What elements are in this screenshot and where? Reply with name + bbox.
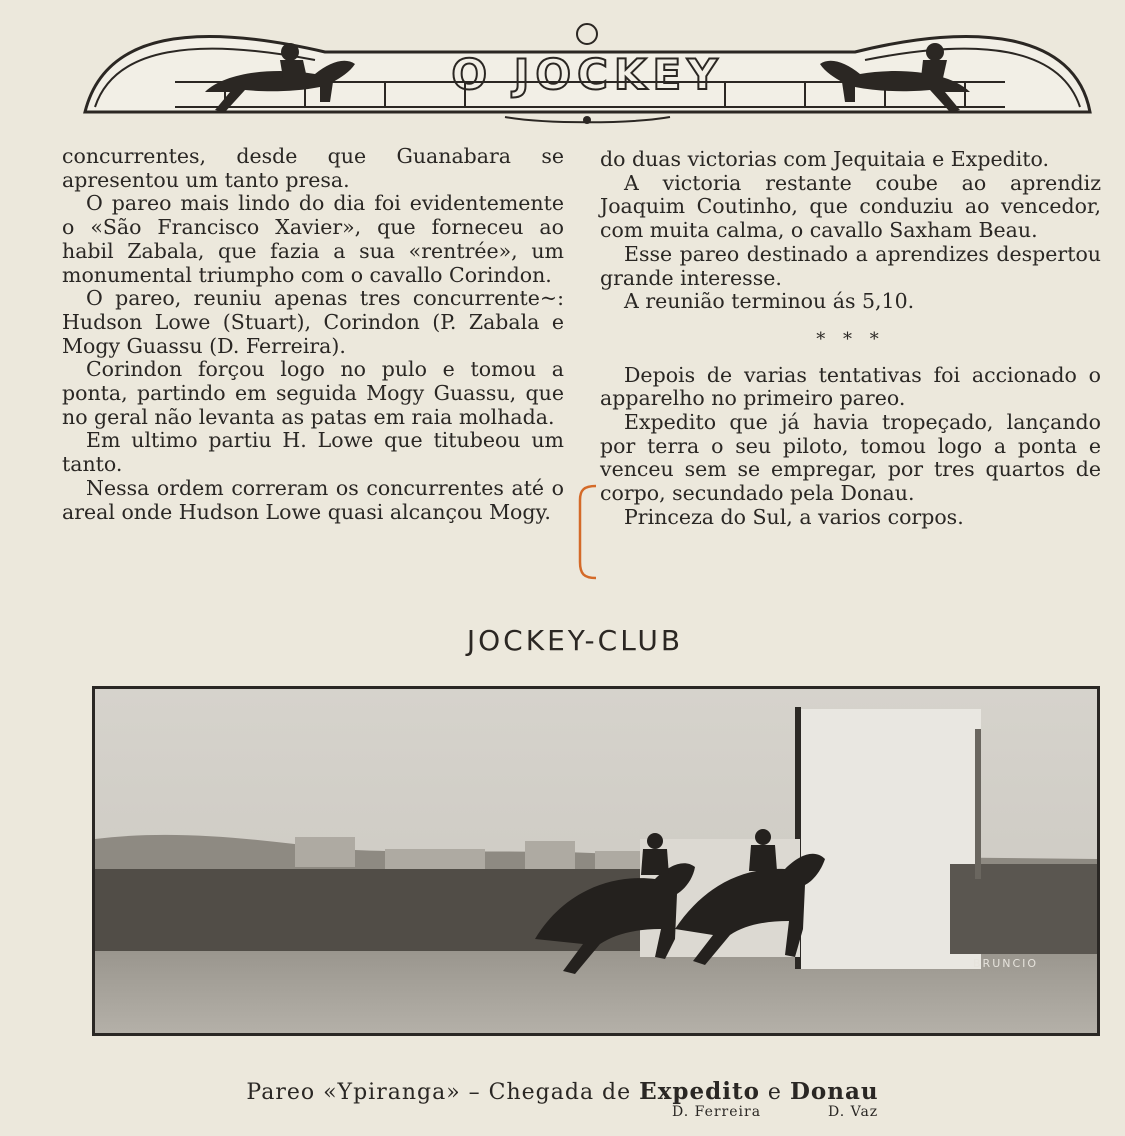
masthead-banner: [75, 12, 1100, 132]
article-right-column: [600, 148, 1101, 530]
paragraph: Corindon forçou logo no pulo e tomou a ponta, partindo em seguida Mogy Guassu, que no geral não levanta as patas em raia molhada.: [62, 357, 564, 429]
caption-conjunction: e: [767, 1080, 782, 1105]
paragraph: Esse pareo destinado a aprendizes despertou grande interesse.: [600, 241, 1101, 290]
paragraph: Depois de varias tentativas foi accionado o apparelho no primeiro pareo.: [600, 362, 1101, 411]
caption-jockey-2: D. Vaz: [828, 1104, 879, 1120]
caption-prefix: Pareo «Ypiranga» – Chegada de: [246, 1080, 632, 1105]
paragraph: Nessa ordem correram os concurrentes até o areal onde Hudson Lowe quasi alcançou Mogy.: [62, 475, 564, 524]
masthead-title: O JOCKEY: [451, 50, 724, 99]
paragraph: Expedito que já havia tropeçado, lançando por terra o seu piloto, tomou logo a ponta e venceu sem se empregar, por tres quartos de corpo, secundado pela Donau.: [600, 410, 1101, 506]
paragraph: A reunião terminou ás 5,10.: [624, 289, 915, 314]
caption-jockey-1: D. Ferreira: [672, 1104, 762, 1120]
photographer-signature: BRUNCIO: [973, 957, 1039, 970]
paragraph: Princeza do Sul, a varios corpos.: [624, 504, 964, 529]
caption-horse-2: Donau: [789, 1078, 879, 1105]
pencil-bracket-mark: [568, 482, 598, 582]
paragraph: do duas victorias com Jequitaia e Expedito.: [600, 147, 1049, 171]
paragraph: A victoria restante coube ao aprendiz Joaquim Coutinho, que conduziu ao vencedor, com muita calma, o cavallo Saxham Beau.: [600, 170, 1101, 243]
paragraph: Em ultimo partiu H. Lowe que titubeou um tanto.: [62, 428, 564, 477]
race-finish-photo: [92, 686, 1100, 1036]
section-separator-stars: * * *: [816, 328, 885, 350]
race-photo-illustration: [95, 689, 1097, 1033]
paragraph: concurrentes, desde que Guanabara se apresentou um tanto presa.: [62, 144, 564, 192]
caption-horse-1: Expedito: [639, 1078, 760, 1105]
section-heading: JOCKEY-CLUB: [466, 624, 684, 657]
photo-caption: [0, 1078, 1125, 1105]
paragraph: O pareo mais lindo do dia foi evidentemente o «São Francisco Xavier», que forneceu ao habil Zabala, que fazia a sua «rentrée», um monumental triumpho com o cavallo Corindon.: [62, 191, 564, 287]
paragraph: O pareo, reuniu apenas tres concurrente~: Hudson Lowe (Stuart), Corindon (P. Zabala e Mogy Guassu (D. Ferreira).: [62, 286, 564, 358]
article-left-column: [62, 145, 564, 524]
